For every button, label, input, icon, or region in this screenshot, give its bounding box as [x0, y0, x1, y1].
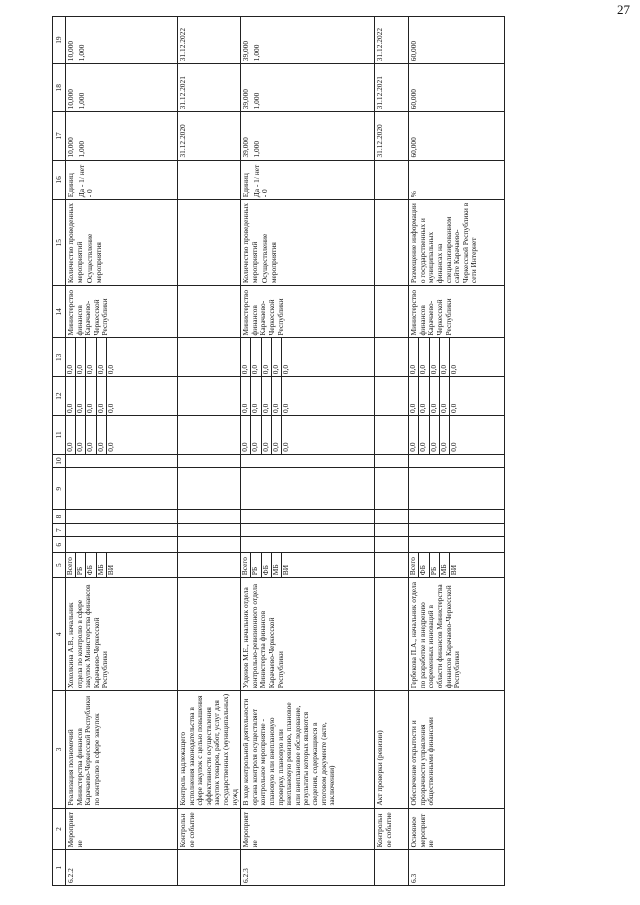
target-c19 — [241, 17, 375, 64]
target-value: 1,000 — [76, 44, 86, 62]
funding-sources — [375, 553, 409, 578]
unit — [241, 160, 375, 200]
amount-value: 0,0 — [419, 416, 429, 454]
row-name: Акт проверки (ревизии) — [375, 691, 409, 808]
col-9 — [66, 468, 178, 510]
col-header: 5 — [53, 553, 66, 578]
amount-c11 — [375, 415, 409, 454]
header-row — [53, 17, 66, 886]
indicator — [241, 200, 375, 286]
amount-value: 0,0 — [105, 442, 115, 452]
unit-text: Да - 1/ нет - 0 — [251, 164, 270, 198]
target-value: 31.12.2022 — [375, 27, 385, 62]
amount-value: 0,0 — [86, 338, 96, 376]
funding-source: ФБ — [419, 553, 429, 577]
col-8 — [409, 510, 505, 524]
target-value: 39,000 — [241, 40, 251, 62]
amount-c13 — [66, 338, 178, 377]
amount-value: 0,0 — [251, 377, 261, 415]
unit-text: Единиц — [241, 173, 251, 198]
amount-value: 0,0 — [272, 377, 282, 415]
row-number — [178, 850, 241, 886]
amount-value: 0,0 — [97, 338, 107, 376]
col-8 — [178, 510, 241, 524]
col-header: 13 — [53, 338, 66, 377]
col-header: 15 — [53, 200, 66, 286]
amount-value: 0,0 — [76, 377, 86, 415]
indicator — [375, 200, 409, 286]
row-name: Обеспечение открытости и прозрачности управления общественными финансами — [409, 691, 505, 808]
program-table — [52, 16, 505, 886]
col-10 — [178, 454, 241, 468]
col-9 — [409, 468, 505, 510]
target-value: 1,000 — [76, 92, 86, 110]
amount-value: 0,0 — [280, 403, 290, 413]
col-header: 17 — [53, 112, 66, 160]
target-value: 31.12.2020 — [375, 124, 385, 158]
col-7 — [178, 523, 241, 537]
target-c17 — [409, 112, 505, 160]
target-value: 1,000 — [251, 140, 261, 158]
target-c19 — [178, 17, 241, 64]
amount-value: 0,0 — [97, 416, 107, 454]
amount-value: 0,0 — [76, 338, 86, 376]
amount-value: 0,0 — [241, 338, 251, 376]
amount-value: 0,0 — [440, 377, 450, 415]
col-9 — [241, 468, 375, 510]
amount-value: 0,0 — [241, 416, 251, 454]
executor — [375, 286, 409, 338]
col-header: 19 — [53, 17, 66, 64]
funding-source: ФБ — [86, 553, 96, 577]
indicator-text: Осуществление мероприятия — [85, 233, 103, 284]
unit — [178, 160, 241, 200]
col-header: 9 — [53, 468, 66, 510]
table-row — [409, 17, 505, 886]
target-c19 — [375, 17, 409, 64]
amount-value: 0,0 — [419, 377, 429, 415]
table-row — [178, 17, 241, 886]
amount-value: 0,0 — [105, 403, 115, 413]
col-header: 16 — [53, 160, 66, 200]
executor — [178, 286, 241, 338]
amount-value: 0,0 — [66, 377, 76, 415]
funding-source: РБ — [251, 553, 261, 577]
amount-value: 0,0 — [272, 416, 282, 454]
amount-value: 0,0 — [76, 416, 86, 454]
target-c18 — [375, 64, 409, 112]
target-c17 — [241, 112, 375, 160]
col-header: 8 — [53, 510, 66, 524]
row-number — [375, 850, 409, 886]
target-value: 60,000 — [409, 89, 419, 110]
amount-value: 0,0 — [448, 364, 458, 375]
funding-source: РБ — [430, 553, 440, 577]
target-value: 60,000 — [409, 40, 419, 62]
amount-c11 — [409, 415, 505, 454]
col-header: 4 — [53, 578, 66, 691]
col-10 — [375, 454, 409, 468]
col-6 — [241, 537, 375, 553]
amount-c13 — [409, 338, 505, 377]
target-c19 — [409, 17, 505, 64]
funding-source: ВИ — [105, 564, 115, 576]
amount-value: 0,0 — [448, 442, 458, 452]
col-8 — [241, 510, 375, 524]
col-header: 12 — [53, 377, 66, 416]
col-10 — [241, 454, 375, 468]
target-value: 31.12.2021 — [375, 76, 385, 110]
amount-c13 — [375, 338, 409, 377]
unit-text: % — [409, 191, 419, 198]
col-header: 7 — [53, 523, 66, 537]
table-row — [241, 17, 375, 886]
indicator-text: Осуществление мероприятия — [260, 233, 278, 284]
target-value: 10,000 — [66, 137, 75, 158]
row-name: В ходе контрольной деятельности органа контроля осуществляет контрольное мероприятие - плановую или внеплановую проверку, плановую или внеплановую ревизию, плановое или внеплановое обследование, результаты которых являются сведения, содержащиеся в итоговом документе (акте, заключении) — [241, 691, 375, 808]
col-7 — [66, 523, 178, 537]
target-value: 1,000 — [76, 140, 86, 158]
row-number: 6.3 — [409, 850, 505, 886]
amount-value: 0,0 — [251, 338, 261, 376]
col-header: 3 — [53, 691, 66, 808]
funding-source: МБ — [440, 553, 450, 577]
target-value: 1,000 — [251, 44, 261, 62]
page-number: 27 — [617, 2, 630, 17]
indicator-text: Количество проведенных мероприятий — [241, 203, 259, 284]
target-value: 39,000 — [241, 137, 251, 158]
amount-c11 — [66, 415, 178, 454]
target-c18 — [241, 64, 375, 112]
indicator-text: Размещение информации о государственных и муниципальных финансах на специализированном сайте Карачаево-Черкесской Республики в сети Интернет — [409, 202, 479, 284]
target-value: 31.12.2020 — [178, 124, 187, 158]
amount-value: 0,0 — [86, 416, 96, 454]
amount-c11 — [178, 415, 241, 454]
amount-c11 — [241, 415, 375, 454]
table-stage — [52, 16, 622, 886]
amount-value: 0,0 — [66, 416, 76, 454]
amount-value: 0,0 — [262, 416, 272, 454]
amount-c12 — [66, 377, 178, 416]
amount-value: 0,0 — [448, 403, 458, 413]
col-9 — [375, 468, 409, 510]
target-c18 — [178, 64, 241, 112]
funding-source: Всего — [241, 553, 251, 577]
rotated-table — [52, 16, 622, 886]
indicator — [66, 200, 178, 286]
amount-value: 0,0 — [430, 338, 440, 376]
funding-source: МБ — [97, 553, 107, 577]
executor: Министерство финансов Карачаево-Черкесской Республики — [66, 286, 178, 338]
amount-value: 0,0 — [241, 377, 251, 415]
col-header: 14 — [53, 286, 66, 338]
responsible — [178, 578, 241, 691]
target-value: 60,000 — [409, 137, 419, 158]
target-c19 — [66, 17, 178, 64]
col-10 — [409, 454, 505, 468]
amount-value: 0,0 — [440, 338, 450, 376]
col-7 — [409, 523, 505, 537]
col-header: 6 — [53, 537, 66, 553]
row-type: Мероприятие — [66, 808, 178, 850]
row-number: 6.2.3 — [241, 850, 375, 886]
col-8 — [375, 510, 409, 524]
col-9 — [178, 468, 241, 510]
target-value: 31.12.2021 — [178, 76, 187, 110]
amount-value: 0,0 — [430, 416, 440, 454]
target-c17 — [66, 112, 178, 160]
row-type: Контрольное событие — [375, 808, 409, 850]
responsible: Узденов М.Е., начальник отдела контрольно-ревизионного отдела Министерства финансов Карачаево-Черкесской Республики — [241, 578, 375, 691]
col-10 — [66, 454, 178, 468]
amount-value: 0,0 — [262, 377, 272, 415]
amount-value: 0,0 — [409, 377, 419, 415]
funding-source: ВИ — [448, 564, 458, 576]
col-7 — [241, 523, 375, 537]
unit — [409, 160, 505, 200]
target-value: 31.12.2022 — [178, 27, 187, 62]
funding-source: ФБ — [262, 553, 272, 577]
amount-c12 — [178, 377, 241, 416]
target-c18 — [409, 64, 505, 112]
unit-text: Да - 1/ нет - 0 — [76, 164, 95, 198]
amount-value: 0,0 — [86, 377, 96, 415]
target-c18 — [66, 64, 178, 112]
amount-value: 0,0 — [105, 364, 115, 375]
target-value: 10,000 — [66, 89, 75, 110]
indicator-text: Количество проведенных мероприятий — [66, 203, 84, 284]
funding-sources — [178, 553, 241, 578]
target-value: 1,000 — [251, 92, 261, 110]
row-name: Контроль надлежащего исполнения законодательства в сфере закупок с целью повышения эффективности осуществления закупок товаров, работ, услуг для государственных (муниципальных) нужд — [178, 691, 241, 808]
unit-text: Единиц — [66, 173, 75, 198]
indicator — [409, 200, 505, 286]
amount-value: 0,0 — [430, 377, 440, 415]
amount-value: 0,0 — [409, 338, 419, 376]
amount-value: 0,0 — [97, 377, 107, 415]
row-type: Основное мероприятие — [409, 808, 505, 850]
funding-sources — [409, 553, 505, 578]
amount-value: 0,0 — [66, 338, 76, 376]
responsible: Гербекова П.А., начальник отдела по разработке и внедрению современных инноваций в области финансов Министерства финансов Карачаево-Черкесской Республики — [409, 578, 505, 691]
executor: Министерство финансов Карачаево-Черкесской Республики — [241, 286, 375, 338]
funding-sources — [66, 553, 178, 578]
col-6 — [178, 537, 241, 553]
row-type: Мероприятие — [241, 808, 375, 850]
amount-value: 0,0 — [280, 442, 290, 452]
funding-sources — [241, 553, 375, 578]
amount-c12 — [241, 377, 375, 416]
target-value: 39,000 — [241, 89, 251, 110]
target-value: 10,000 — [66, 40, 75, 62]
row-name: Реализация полномочий Министерства финансов Карачаево-Черкесской Республики по контролю в сфере закупок — [66, 691, 178, 808]
amount-c12 — [409, 377, 505, 416]
amount-c13 — [178, 338, 241, 377]
amount-value: 0,0 — [440, 416, 450, 454]
amount-c12 — [375, 377, 409, 416]
funding-source: ВИ — [280, 564, 290, 576]
unit — [66, 160, 178, 200]
col-8 — [66, 510, 178, 524]
amount-value: 0,0 — [409, 416, 419, 454]
amount-value: 0,0 — [251, 416, 261, 454]
col-header: 18 — [53, 64, 66, 112]
amount-value: 0,0 — [272, 338, 282, 376]
row-number: 6.2.2 — [66, 850, 178, 886]
col-header: 11 — [53, 415, 66, 454]
amount-value: 0,0 — [419, 338, 429, 376]
target-c17 — [375, 112, 409, 160]
indicator — [178, 200, 241, 286]
table-row — [66, 17, 178, 886]
col-header: 1 — [53, 850, 66, 886]
col-header: 2 — [53, 808, 66, 850]
col-6 — [66, 537, 178, 553]
funding-source: Всего — [409, 553, 419, 577]
table-row — [375, 17, 409, 886]
amount-c13 — [241, 338, 375, 377]
col-6 — [375, 537, 409, 553]
responsible: Хохолкина А.В., начальник отдела по контролю в сфере закупок Министерства финансов Карачаево-Черкесской Республики — [66, 578, 178, 691]
executor: Министерство финансов Карачаево-Черкесской Республики — [409, 286, 505, 338]
funding-source: МБ — [272, 553, 282, 577]
col-header: 10 — [53, 454, 66, 468]
responsible — [375, 578, 409, 691]
amount-value: 0,0 — [262, 338, 272, 376]
col-7 — [375, 523, 409, 537]
amount-value: 0,0 — [280, 364, 290, 375]
row-type: Контрольное событие — [178, 808, 241, 850]
col-6 — [409, 537, 505, 553]
target-c17 — [178, 112, 241, 160]
funding-source: РБ — [76, 553, 86, 577]
unit — [375, 160, 409, 200]
funding-source: Всего — [66, 553, 76, 577]
